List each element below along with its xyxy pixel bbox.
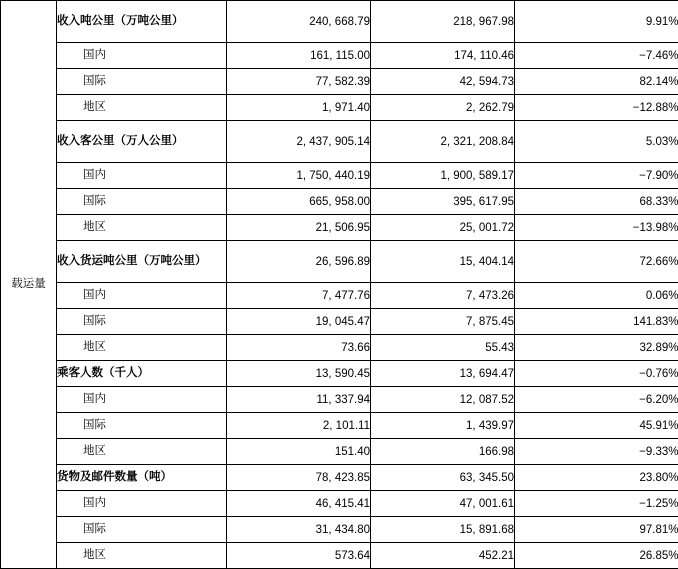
row-value-2: 218, 967.98 xyxy=(371,1,515,43)
table-row xyxy=(1,1,678,43)
row-value-1: 1, 750, 440.19 xyxy=(227,163,371,189)
row-value-3: −0.76% xyxy=(515,361,678,387)
row-value-1: 21, 506.95 xyxy=(227,215,371,241)
row-value-1: 573.64 xyxy=(227,543,371,569)
table-row xyxy=(1,189,678,215)
row-value-3: −13.98% xyxy=(515,215,678,241)
row-value-1: 665, 958.00 xyxy=(227,189,371,215)
row-value-2: 7, 473.26 xyxy=(371,283,515,309)
row-item-label: 国际 xyxy=(57,69,227,95)
table-row xyxy=(1,69,678,95)
row-item-label: 收入客公里（万人公里） xyxy=(57,121,227,163)
row-item-label: 国内 xyxy=(57,43,227,69)
row-value-2: 42, 594.73 xyxy=(371,69,515,95)
row-value-2: 2, 321, 208.84 xyxy=(371,121,515,163)
table-row xyxy=(1,413,678,439)
row-value-2: 452.21 xyxy=(371,543,515,569)
table-row xyxy=(1,95,678,121)
row-value-3: 23.80% xyxy=(515,465,678,491)
row-value-1: 2, 101.11 xyxy=(227,413,371,439)
row-value-3: 32.89% xyxy=(515,335,678,361)
table-row xyxy=(1,387,678,413)
row-item-label: 收入吨公里（万吨公里） xyxy=(57,1,227,43)
row-value-1: 161, 115.00 xyxy=(227,43,371,69)
row-value-2: 25, 001.72 xyxy=(371,215,515,241)
row-value-3: −6.20% xyxy=(515,387,678,413)
row-value-1: 73.66 xyxy=(227,335,371,361)
row-value-1: 240, 668.79 xyxy=(227,1,371,43)
row-value-2: 2, 262.79 xyxy=(371,95,515,121)
row-value-2: 15, 404.14 xyxy=(371,241,515,283)
row-value-3: −7.90% xyxy=(515,163,678,189)
row-value-2: 55.43 xyxy=(371,335,515,361)
table-row xyxy=(1,517,678,543)
row-item-label: 乘客人数（千人） xyxy=(57,361,227,387)
row-value-3: 141.83% xyxy=(515,309,678,335)
row-item-label: 国际 xyxy=(57,309,227,335)
row-value-2: 395, 617.95 xyxy=(371,189,515,215)
row-value-3: 82.14% xyxy=(515,69,678,95)
row-value-1: 2, 437, 905.14 xyxy=(227,121,371,163)
row-item-label: 地区 xyxy=(57,543,227,569)
row-item-label: 地区 xyxy=(57,335,227,361)
row-value-2: 7, 875.45 xyxy=(371,309,515,335)
table-row xyxy=(1,543,678,569)
row-value-3: 5.03% xyxy=(515,121,678,163)
row-item-label: 国内 xyxy=(57,491,227,517)
row-value-1: 46, 415.41 xyxy=(227,491,371,517)
row-item-label: 地区 xyxy=(57,95,227,121)
table-row xyxy=(1,335,678,361)
row-item-label: 国内 xyxy=(57,387,227,413)
row-value-2: 1, 900, 589.17 xyxy=(371,163,515,189)
row-value-1: 78, 423.85 xyxy=(227,465,371,491)
row-item-label: 地区 xyxy=(57,215,227,241)
row-value-2: 166.98 xyxy=(371,439,515,465)
table-row xyxy=(1,215,678,241)
row-value-1: 151.40 xyxy=(227,439,371,465)
row-value-1: 13, 590.45 xyxy=(227,361,371,387)
row-item-label: 国内 xyxy=(57,163,227,189)
row-value-2: 47, 001.61 xyxy=(371,491,515,517)
row-value-1: 77, 582.39 xyxy=(227,69,371,95)
row-value-1: 19, 045.47 xyxy=(227,309,371,335)
table-row xyxy=(1,163,678,189)
row-value-3: 97.81% xyxy=(515,517,678,543)
row-value-3: 72.66% xyxy=(515,241,678,283)
row-value-3: −7.46% xyxy=(515,43,678,69)
row-item-label: 国际 xyxy=(57,413,227,439)
table-row xyxy=(1,439,678,465)
row-value-1: 7, 477.76 xyxy=(227,283,371,309)
table-row xyxy=(1,361,678,387)
table-row xyxy=(1,465,678,491)
row-item-label: 国际 xyxy=(57,517,227,543)
row-value-3: −12.88% xyxy=(515,95,678,121)
row-item-label: 地区 xyxy=(57,439,227,465)
row-item-label: 货物及邮件数量（吨） xyxy=(57,465,227,491)
table-row xyxy=(1,309,678,335)
row-value-3: −1.25% xyxy=(515,491,678,517)
table-row xyxy=(1,43,678,69)
row-value-3: 0.06% xyxy=(515,283,678,309)
row-value-3: 68.33% xyxy=(515,189,678,215)
row-value-3: 26.85% xyxy=(515,543,678,569)
row-value-2: 63, 345.50 xyxy=(371,465,515,491)
row-value-2: 12, 087.52 xyxy=(371,387,515,413)
row-value-1: 1, 971.40 xyxy=(227,95,371,121)
row-value-2: 13, 694.47 xyxy=(371,361,515,387)
row-value-3: −9.33% xyxy=(515,439,678,465)
row-value-2: 15, 891.68 xyxy=(371,517,515,543)
table-body xyxy=(1,1,678,569)
row-item-label: 国际 xyxy=(57,189,227,215)
table-row xyxy=(1,241,678,283)
row-value-1: 31, 434.80 xyxy=(227,517,371,543)
row-value-1: 11, 337.94 xyxy=(227,387,371,413)
row-group-label: 载运量 xyxy=(1,1,57,569)
row-value-3: 45.91% xyxy=(515,413,678,439)
row-item-label: 国内 xyxy=(57,283,227,309)
row-value-2: 1, 439.97 xyxy=(371,413,515,439)
row-item-label: 收入货运吨公里（万吨公里） xyxy=(57,241,227,283)
table-row xyxy=(1,283,678,309)
row-value-3: 9.91% xyxy=(515,1,678,43)
table-row xyxy=(1,121,678,163)
table-row xyxy=(1,491,678,517)
row-value-2: 174, 110.46 xyxy=(371,43,515,69)
row-value-1: 26, 596.89 xyxy=(227,241,371,283)
